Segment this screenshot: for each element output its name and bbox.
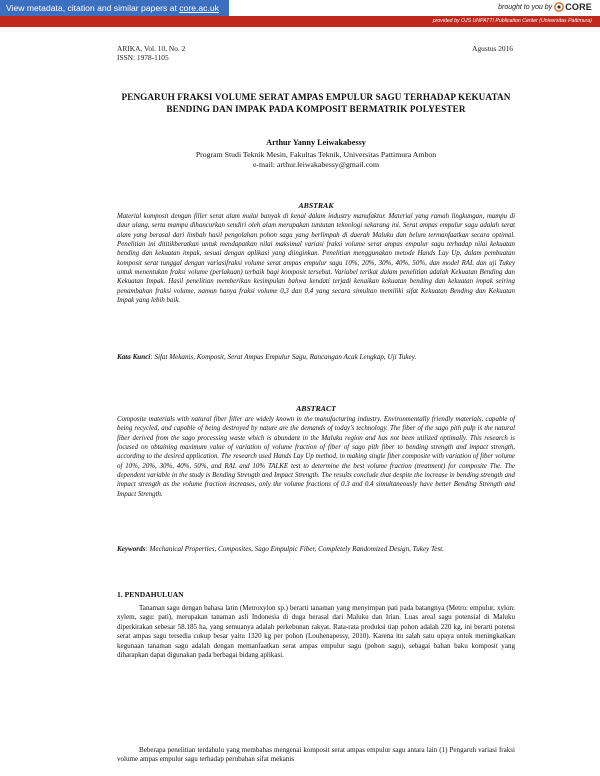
author-name: Arthur Yanny Leiwakabessy: [266, 138, 366, 147]
journal-date: Agustus 2016: [472, 44, 513, 53]
intro-paragraph-2: Beberapa penelitian terdahulu yang membahas mengenai komposit serat ampas empulur sagu antara lain (1) Pengaruh variasi fraksi volume ampas empulur sagu terhadap perubahan sifat mekanis: [117, 746, 515, 764]
brought-by-text: brought to you by: [498, 3, 553, 11]
core-logo-icon: [554, 2, 564, 12]
journal-volume: ARIKA, Vol. 10, No. 2: [117, 44, 186, 53]
kata-kunci: [117, 353, 515, 363]
abstrak-text: Material komposit dengan filler serat alam mulai banyak di kenal dalam industry manufaktur. Material yang ramah lingkungan, mampu di daur ulang, serta mampu dihancurkan sendiri oleh alam merupakan tuntutan teknologi sekarang ini. Serat ampas empulur sagu adalah serat alam yang berasal dari limbah hasil pengolahan pohon sagu yang berlimpah di daerah Maluku dan belum termanfaatkan secara optimal. Penelitian ini dititikberatkan untuk mendapatkan nilai maksimal variasi fraksi volume serat ampas empulur sagu terhadap nilai kekuatan bending dan kekuatan impak, sesuai dengan aplikasi yang diinginkan. Penelitian menggunakan metode Hands Lay Up, dalam pembuatan komposit serat tunggal dengan variasifraksi volume serat ampas empulur sagu 10%, 20%, 30%, 40%, 50%, dan model RAL dan uji Tukey untuk menentukan fraksi volume (perlakuan) terbaik bagi komposit tersebut. Variabel terikat dalam penelitian adalah Kekuatan Bending dan Kekuatan Impak. Hasil penelitian memberikan kesimpulan bahwa kendati terjadi kenaikan kekuatan bending dan kekuatan impak seiring penambahan fraksi volume, namun hanya fraksi volume 0,3 dan 0,4 yang secara simultan memiliki sifat Kekuatan Bending dan Kekuatan Impak yang lebih baik.: [117, 213, 515, 305]
keywords-text: : Mechanical Properties, Composites, Sago Empulpic Fiber, Completely Randomized Design, Tukey Test.: [145, 545, 444, 553]
journal-issn: ISSN: 1978-1105: [117, 53, 169, 62]
kata-kunci-label: Kata Kunci: [117, 353, 151, 361]
provider-text: provided by OJS UNPATTI Publication Center (Universitas Pattimura): [432, 18, 592, 24]
core-link-domain: core.ac.uk: [179, 3, 219, 13]
abstract-text: Composite materials with natural fiber filler are widely known in the manufacturing industry. Environmentally friendly materials, capable of being recycled, and capable of being destroyed by nature are the demands of today's technology. The fiber of the sago pith pulp is the natural fiber derived from the sago processing waste which is abundant in the Maluku region and has not been utilized optimally. This research is focused on obtaining maximum value of variation of volume fraction of fiber of sago pith fiber to bending strength and impact strength, according to the desired application. The research used Hands Lay Up method, in making single fiber composite with variation of fiber volume of 10%, 20%, 30%, 40%, 50%, and RAL and 10% TALKE test to determine the best volume fraction (treatment) for composite The. The dependent variable in the study is Bending Strength and Impact Strength. The results conclude that despite the increase in bending strength and impact strength as the volume fraction increases, only the volume fractions of 0.3 and 0.4 simultaneously have better Bending Strength and Impact Strength.: [117, 416, 515, 498]
journal-info: [117, 44, 185, 62]
abstrak-heading: ABSTRAK: [298, 201, 334, 210]
section-heading: 1. PENDAHULUAN: [117, 590, 184, 599]
kata-kunci-text: : Sifat Mekanis, Komposit, Serat Ampas Empulur Sagu, Rancangan Acak Lengkap, Uji Tukey.: [150, 353, 417, 361]
core-logo: [554, 2, 592, 12]
keywords-label: Keywords: [117, 545, 146, 553]
abstract-heading: ABSTRACT: [296, 404, 336, 413]
core-logo-label: CORE: [565, 2, 592, 12]
intro-paragraph-1: Tanaman sagu dengan bahasa latin (Metroxylon sp.) berarti tanaman yang menyimpan pati pada batangnya (Metro: empulur, xylon: xylem, sagu: pati), merupakan tanaman asli Indonesia di duga berasal dari Maluku dan Irian. Luas areal sagu potensial di Maluku diperkirakan sebesar 58.185 ha, yang semuanya adalah perkebunan rakyat. Rata-rata produksi tiap pohon adalah 220 kg, ini berarti potensi serat ampas sagu tersedia cukup besar yaitu 1320 kg per pohon (Louhenapessy, 2010). Karena itu salah satu upaya untuk meningkatkan kegunaan tanaman sagu adalah dengan memanfaatkan serat ampas empulur sagu (pohon sagu), sebagai bahan baku komposit yang diharapkan dapat digunakan pada berbagai bidang aplikasi.: [117, 604, 515, 660]
author-email: e-mail: arthur.leiwakabessy@gmail.com: [252, 160, 380, 169]
paper-title: PENGARUH FRAKSI VOLUME SERAT AMPAS EMPULUR SAGU TERHADAP KEKUATAN BENDING DAN IMPAK PADA KOMPOSIT BERMATRIK POLYESTER: [121, 92, 511, 114]
core-metadata-link[interactable]: [0, 0, 229, 16]
author-affiliation: Program Studi Teknik Mesin, Fakultas Teknik, Universitas Pattimura Ambon: [195, 150, 437, 159]
provider-bar: [0, 16, 600, 27]
core-top-bar: [0, 0, 600, 16]
brought-by[interactable]: [498, 2, 592, 12]
core-link-text: View metadata, citation and similar papers at: [6, 3, 177, 13]
keywords: [117, 545, 515, 555]
